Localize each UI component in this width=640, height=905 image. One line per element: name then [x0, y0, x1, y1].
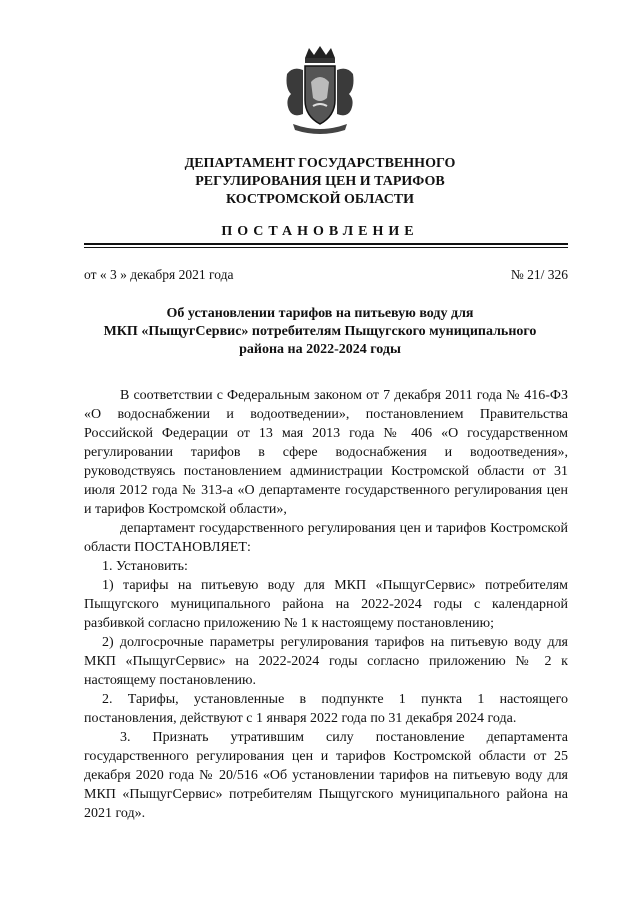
document-number: № 21/ 326 — [510, 267, 568, 282]
title-rule-thin — [84, 247, 568, 248]
decree-paragraph: департамент государственного регулирования цен и тарифов Костромской области ПОСТАНОВЛЯЕТ: — [84, 521, 568, 555]
document-body — [84, 386, 568, 823]
coat-of-arms-icon — [283, 44, 357, 134]
department-name-line-3: КОСТРОМСКОЙ ОБЛАСТИ — [225, 192, 415, 207]
item-1-subitem-2: 2) долгосрочные параметры регулирования тарифов на питьевую воду для МКП «ПыщугСервис» на 2022-2024 годы согласно приложению № 2 к настоящему постановлению. — [84, 635, 568, 688]
item-2: 2. Тарифы, установленные в подпункте 1 пункта 1 настоящего постановления, действуют с 1 января 2022 года по 31 декабря 2024 года. — [84, 692, 568, 726]
document-type-title: ПОСТАНОВЛЕНИЕ — [221, 224, 419, 239]
subject-line-2: МКП «ПыщугСервис» потребителям Пыщугского муниципального — [103, 324, 537, 339]
subject-line-3: района на 2022-2024 годы — [239, 342, 401, 357]
item-1: 1. Установить: — [102, 559, 188, 574]
preamble-paragraph: В соответствии с Федеральным законом от 7 декабря 2011 года № 416-ФЗ «О водоснабжении и водоотведении», постановлением Правительства Российской Федерации от 13 мая 2013 года № 406 «О государственном регулировании тарифов в сфере водоснабжения и водоотведения», руководствуясь постановлением администрации Костромской области от 31 июля 2012 года № 313-а «О департаменте государственного регулирования цен и тарифов Костромской области», — [84, 388, 568, 517]
department-name-line-2: РЕГУЛИРОВАНИЯ ЦЕН И ТАРИФОВ — [195, 174, 445, 189]
item-3: 3. Признать утратившим силу постановление департамента государственного регулирования цен и тарифов Костромской области от 25 декабря 2020 года № 20/516 «Об установлении тарифов на питьевую воду для МКП «ПыщугСервис» потребителям Пыщугского муниципального района на 2021 год». — [84, 730, 568, 821]
document-date: от « 3 » декабря 2021 года — [84, 267, 234, 282]
department-name-line-1: ДЕПАРТАМЕНТ ГОСУДАРСТВЕННОГО — [184, 156, 456, 171]
item-1-subitem-1: 1) тарифы на питьевую воду для МКП «ПыщугСервис» потребителям Пыщугского муниципального района на 2022-2024 годы с календарной разбивкой согласно приложению № 1 к настоящему постановлению; — [84, 578, 568, 631]
subject-line-1: Об установлении тарифов на питьевую воду для — [166, 306, 474, 321]
title-rule — [84, 243, 568, 245]
